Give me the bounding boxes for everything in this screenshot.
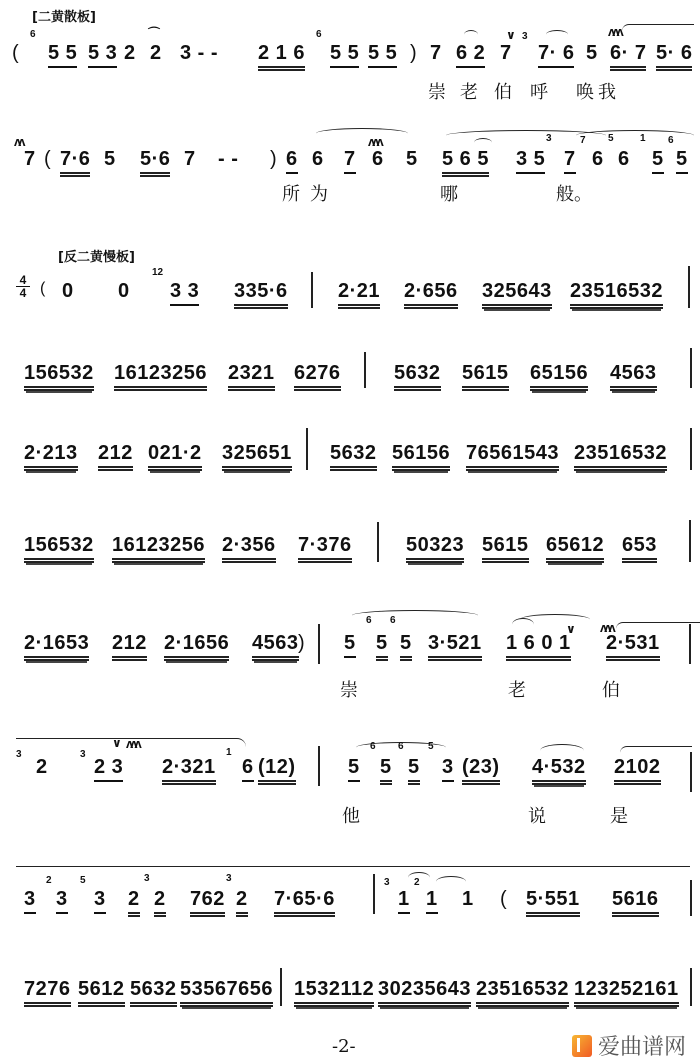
note: 5: [652, 148, 664, 174]
note-hold: 3 - -: [180, 42, 219, 64]
note-group: 5 5: [48, 42, 77, 68]
lyric: 崇: [340, 680, 358, 701]
note-group: 65612: [546, 534, 604, 563]
grace-note: 2: [46, 875, 52, 886]
note-group: 5·551: [526, 888, 580, 917]
grace-note: 6: [316, 29, 322, 40]
grace-note: 6: [390, 615, 396, 626]
note-group: 1532112: [294, 978, 374, 1007]
note-group: 335·6: [234, 280, 288, 309]
note: 3: [24, 888, 36, 914]
bar-line: [280, 968, 282, 1006]
note: 6: [372, 148, 384, 170]
bar-line: [306, 428, 308, 470]
lyric: 老: [508, 680, 526, 701]
note-group: 212: [112, 632, 147, 661]
slur: [616, 622, 700, 629]
note: 6: [618, 148, 630, 170]
note-group: 5 5: [330, 42, 359, 68]
note: 2: [236, 888, 248, 917]
note: 5: [408, 756, 420, 785]
note-group: 3·521: [428, 632, 482, 661]
slur: [520, 614, 590, 625]
score-line-5: [0, 426, 700, 506]
score-line-2: [0, 128, 700, 208]
score-line-4: [0, 346, 700, 426]
note: 5: [400, 632, 412, 661]
note-group: 021·2: [148, 442, 202, 471]
tie: [436, 876, 466, 887]
note-group: 2102: [614, 756, 661, 785]
note-group: 4·532: [532, 756, 586, 785]
slur: [622, 24, 694, 31]
breath-mark-icon: ∨: [506, 28, 516, 42]
note-group: 212: [98, 442, 133, 471]
grace-note: 1: [640, 133, 646, 144]
note-group: 76561543: [466, 442, 559, 471]
note: 7: [184, 148, 196, 170]
bar-line: [690, 348, 692, 388]
note-group: 2·1653: [24, 632, 89, 661]
breath-mark-icon: ∨: [112, 736, 122, 750]
tie: [474, 138, 492, 147]
grace-note: 6: [668, 135, 674, 146]
grace-note: 2: [414, 877, 420, 888]
note-group: 16123256: [112, 534, 205, 563]
grace-note: 3: [384, 877, 390, 888]
note: 7: [344, 148, 356, 174]
bar-line: [311, 272, 313, 308]
grace-note: 6: [366, 615, 372, 626]
grace-note: 3: [16, 749, 22, 760]
note: 5: [376, 632, 388, 661]
tie: [464, 30, 478, 39]
note-group: 2·1656: [164, 632, 229, 661]
note-group: 2·531: [606, 632, 660, 661]
note-group: 5· 6: [656, 42, 692, 71]
note: 6: [592, 148, 604, 170]
grace-note: 5: [428, 741, 434, 752]
grace-note: 7: [580, 135, 586, 146]
note: 5: [586, 42, 598, 64]
note-group: 7·65·6: [274, 888, 335, 917]
note: 6: [286, 148, 298, 174]
note-group: 6 2: [456, 42, 485, 68]
note-group: 2 1 6: [258, 42, 305, 71]
note-group: 2321: [228, 362, 275, 391]
time-signature: [16, 274, 30, 299]
note: 2: [124, 42, 136, 64]
score-line-10: [0, 960, 700, 1040]
grace-note: 6: [30, 29, 36, 40]
note: 7: [500, 42, 512, 64]
bar-line: [690, 752, 692, 792]
grace-note: 5: [608, 133, 614, 144]
lyric: 老: [460, 82, 478, 103]
note: 3: [56, 888, 68, 914]
grace-note: 3: [522, 31, 528, 42]
note: 7: [24, 148, 36, 170]
fermata-icon: ⌒: [148, 26, 161, 40]
lyric: 哪: [440, 184, 458, 205]
note-group: 5612: [78, 978, 125, 1007]
bar-line: [318, 624, 320, 664]
note-group: 5615: [482, 534, 529, 563]
note: 6: [242, 756, 254, 782]
page-number: -2-: [332, 1036, 356, 1057]
note-group: 7·6: [60, 148, 90, 177]
note: 5: [104, 148, 116, 170]
lyric: 般。: [556, 184, 592, 205]
note: 3: [94, 888, 106, 914]
note-group: 5632: [130, 978, 177, 1007]
note-group: 156532: [24, 362, 94, 391]
note-group: 4563: [610, 362, 657, 391]
rest: 0: [118, 280, 130, 302]
open-paren: (: [40, 280, 46, 297]
note: 5: [676, 148, 688, 174]
score-line-6: [0, 518, 700, 598]
note-group: 23516532: [476, 978, 569, 1007]
note-group: 7276: [24, 978, 71, 1007]
bar-line: [318, 746, 320, 786]
note-hold: - -: [218, 148, 239, 170]
note-group: 325643: [482, 280, 552, 309]
slur: [576, 130, 694, 141]
note: 2: [128, 888, 140, 917]
close-paren: ): [298, 632, 306, 654]
grace-note: 3: [546, 133, 552, 144]
grace-note: 5: [80, 875, 86, 886]
note: 2: [36, 756, 48, 778]
slur: [316, 128, 408, 139]
note-group: 653: [622, 534, 657, 563]
note-group: 3 5: [516, 148, 545, 174]
note: 5: [344, 632, 356, 658]
note-group: 6· 7: [610, 42, 646, 71]
note-group: 762: [190, 888, 225, 917]
note-group: 2·356: [222, 534, 276, 563]
score-line-3: [0, 264, 700, 344]
note-group: 3 3: [170, 280, 199, 306]
note: 2: [150, 42, 162, 64]
note: 7: [564, 148, 576, 174]
note: 3: [442, 756, 454, 782]
watermark-text: 爱曲谱网: [598, 1035, 687, 1060]
note: 5: [380, 756, 392, 785]
lyric: 伯: [494, 82, 512, 103]
bar-line: [690, 880, 692, 916]
mordent-icon: ʌʌʌ: [600, 620, 613, 635]
open-paren: (: [44, 148, 52, 170]
lyric: 崇: [428, 82, 446, 103]
note-group: 5616: [612, 888, 659, 917]
grace-note: 3: [226, 873, 232, 884]
note-group: 65156: [530, 362, 588, 391]
note-group: 123252161: [574, 978, 679, 1007]
lyric: 说: [528, 806, 546, 827]
note-group: 2·656: [404, 280, 458, 309]
note-group: 2·321: [162, 756, 216, 785]
note-group: 325651: [222, 442, 292, 471]
note-group: 5 3: [88, 42, 117, 68]
bar-line: [690, 428, 692, 470]
bar-line: [690, 968, 692, 1006]
grace-note: 3: [80, 749, 86, 760]
open-paren: (: [500, 888, 508, 910]
bar-line: [688, 266, 690, 308]
bar-line: [364, 352, 366, 388]
bar-line: [377, 522, 379, 562]
close-paren: ): [270, 148, 278, 170]
breath-mark-icon: ∨: [566, 622, 576, 636]
note-group: 156532: [24, 534, 94, 563]
lyric: 伯: [602, 680, 620, 701]
note-group: 53567656: [180, 978, 273, 1007]
note: 7: [430, 42, 442, 64]
note: 5: [406, 148, 418, 170]
note-group: (12): [258, 756, 296, 785]
note-group: 7· 6: [538, 42, 574, 68]
grace-note: 6: [370, 741, 376, 752]
music-logo-icon: [572, 1035, 592, 1057]
watermark: [572, 1030, 686, 1061]
bar-line: [689, 520, 691, 562]
extended-slur: [16, 866, 690, 867]
note: 1: [426, 888, 438, 914]
score-line-1: [0, 22, 700, 102]
mordent-icon: ʌʌ: [14, 134, 23, 149]
lyric: 是: [610, 806, 628, 827]
grace-note: 1: [226, 747, 232, 758]
note-group: 23516532: [574, 442, 667, 471]
time-sig-top: 4: [19, 273, 27, 287]
section-label-fan-erhuang-manban: [反二黄慢板]: [58, 250, 135, 265]
note: 1: [462, 888, 474, 910]
note-group: 30235643: [378, 978, 471, 1007]
slur: [620, 746, 692, 753]
bar-line: [689, 624, 691, 664]
grace-note: 3: [144, 873, 150, 884]
score-line-8: [0, 712, 700, 827]
grace-note: 6: [398, 741, 404, 752]
note-group: 1 6 0 1: [506, 632, 571, 661]
note-group: 5632: [330, 442, 377, 471]
note-group: 7·376: [298, 534, 352, 563]
bar-line: [373, 874, 375, 914]
mordent-icon: ʌʌʌ: [126, 736, 139, 751]
time-sig-bottom: 4: [16, 286, 30, 299]
note-group: 5 6 5: [442, 148, 489, 177]
note-group: 5·6: [140, 148, 170, 177]
rest: 0: [62, 280, 74, 302]
note: 2: [154, 888, 166, 917]
note-group: 2·21: [338, 280, 380, 309]
score-line-7: [0, 602, 700, 701]
note-group: 2·213: [24, 442, 78, 471]
section-label-erhuang-sanban: [二黄散板]: [32, 10, 96, 25]
mordent-icon: ʌʌʌ: [368, 134, 381, 149]
lyric: 呼: [530, 82, 548, 103]
score-line-9: [0, 860, 700, 940]
note: 5: [348, 756, 360, 782]
note-group: 5 5: [368, 42, 397, 68]
note-group: (23): [462, 756, 500, 785]
note-group: 16123256: [114, 362, 207, 391]
tie: [546, 30, 568, 39]
note-group: 56156: [392, 442, 450, 471]
lyric: 他: [342, 806, 360, 827]
mordent-icon: ʌʌʌ: [608, 24, 621, 39]
note-group: 4563: [252, 632, 299, 661]
note-group: 2 3: [94, 756, 123, 782]
open-paren: (: [12, 42, 20, 64]
note-group: 6276: [294, 362, 341, 391]
lyric: 所为: [282, 184, 338, 205]
note-group: 5615: [462, 362, 509, 391]
lyric: 唤我: [576, 82, 620, 103]
close-paren: ): [410, 42, 418, 64]
note-group: 5632: [394, 362, 441, 391]
grace-note: 12: [152, 267, 164, 278]
note: 6: [312, 148, 324, 170]
note-group: 23516532: [570, 280, 663, 309]
note: 1: [398, 888, 410, 914]
note-group: 50323: [406, 534, 464, 563]
